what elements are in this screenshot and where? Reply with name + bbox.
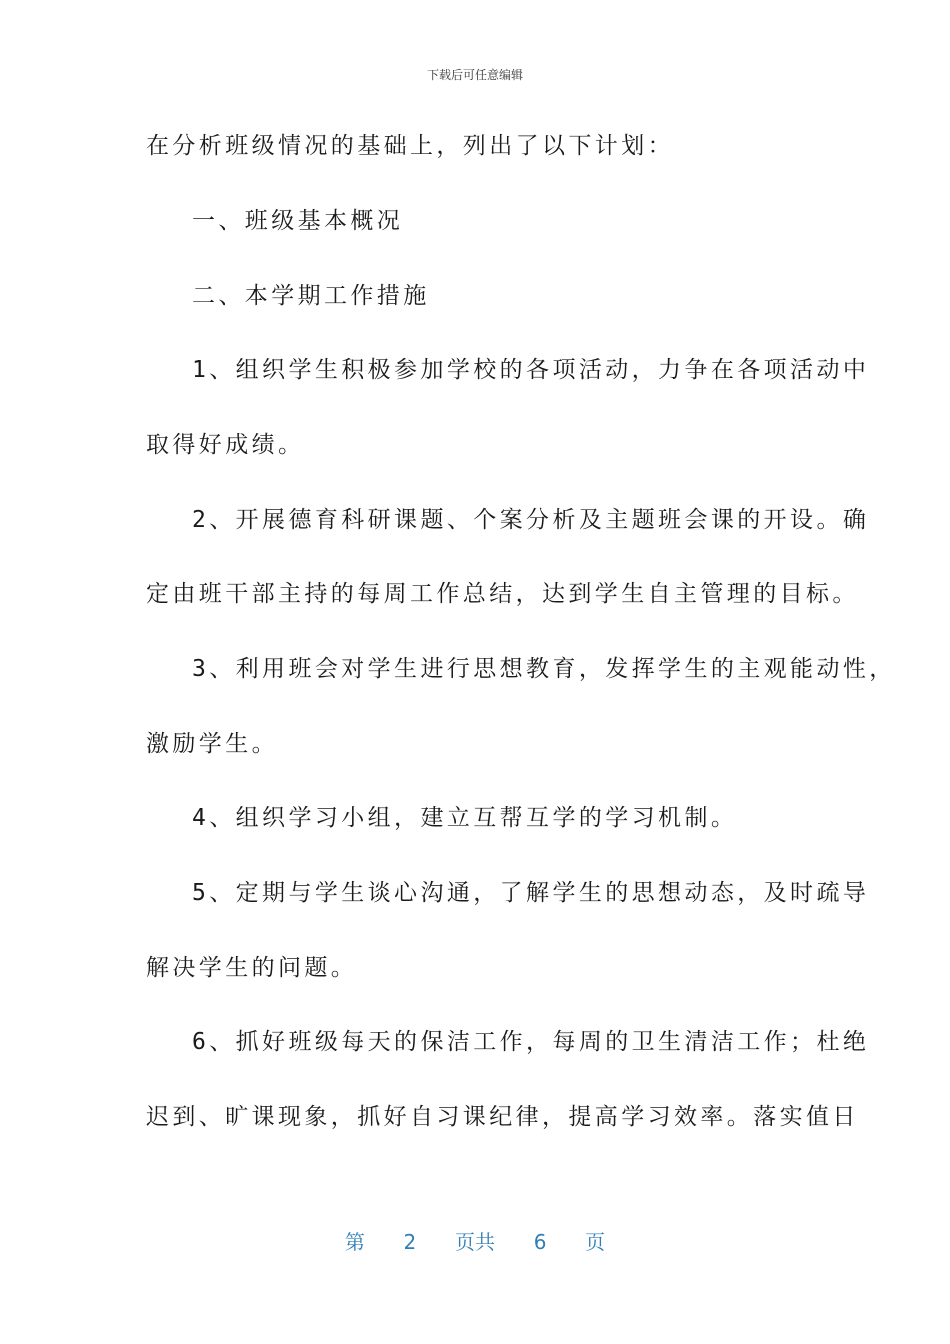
list-item-2-line-2: 定由班干部主持的每周工作总结，达到学生自主管理的目标。 (146, 581, 859, 607)
list-item-1-line-1: 1、组织学生积极参加学校的各项活动，力争在各项活动中 (192, 357, 870, 383)
list-item-3-line-1: 3、利用班会对学生进行思想教育，发挥学生的主观能动性， (192, 656, 896, 682)
current-page-number: 2 (403, 1230, 417, 1254)
total-pages-number: 6 (533, 1230, 547, 1254)
page-number-footer (0, 1226, 950, 1255)
paragraph-line: 在分析班级情况的基础上，列出了以下计划： (146, 133, 674, 159)
footer-suffix: 页 (585, 1230, 606, 1254)
list-item-6-line-1: 6、抓好班级每天的保洁工作，每周的卫生清洁工作；杜绝 (192, 1029, 870, 1055)
list-item-1-line-2: 取得好成绩。 (146, 432, 305, 458)
list-item-6-line-2: 迟到、旷课现象，抓好自习课纪律，提高学习效率。落实值日 (146, 1104, 859, 1130)
section-heading-2: 二、本学期工作措施 (192, 283, 430, 309)
section-heading-1: 一、班级基本概况 (192, 208, 404, 234)
footer-middle: 页共 (455, 1230, 495, 1254)
list-item-3-line-2: 激励学生。 (146, 731, 278, 757)
list-item-2-line-1: 2、开展德育科研课题、个案分析及主题班会课的开设。确 (192, 507, 870, 533)
footer-prefix: 第 (344, 1230, 365, 1254)
list-item-5-line-2: 解决学生的问题。 (146, 955, 358, 981)
list-item-4-line-1: 4、组织学习小组，建立互帮互学的学习机制。 (192, 805, 738, 831)
page-header-note: 下载后可任意编辑 (426, 68, 523, 82)
list-item-5-line-1: 5、定期与学生谈心沟通，了解学生的思想动态，及时疏导 (192, 880, 870, 906)
